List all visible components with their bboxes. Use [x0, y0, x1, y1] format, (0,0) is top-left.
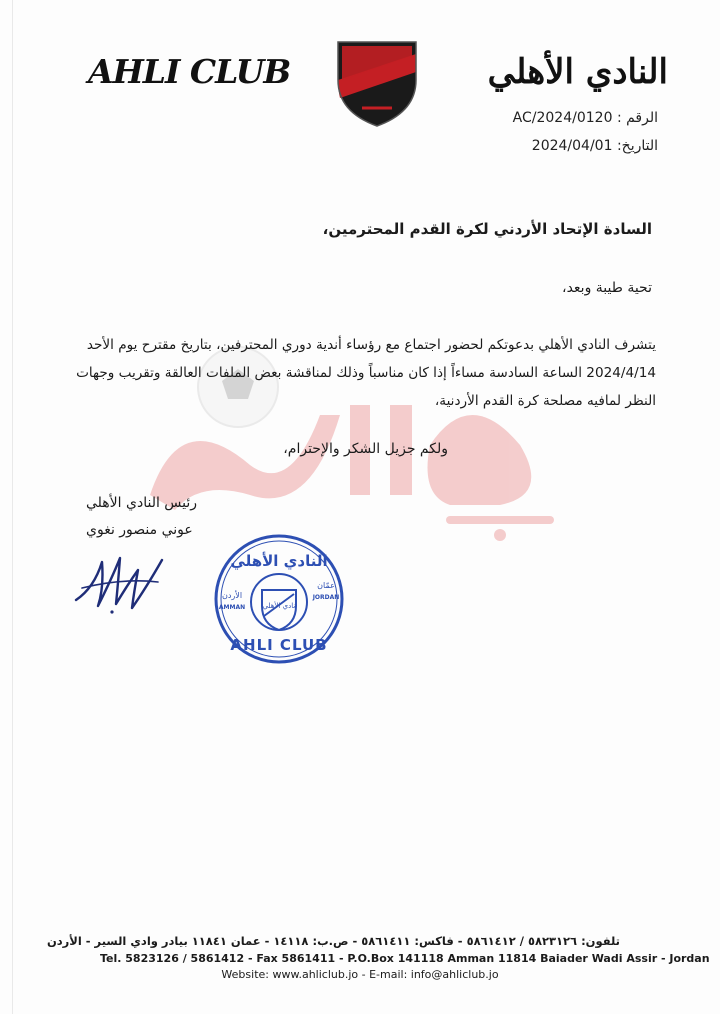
- footer-english-contact: Tel. 5823126 / 5861412 - Fax 5861411 - P.O.Box 141118 Amman 11814 Baiader Wadi Assir - Jordan: [100, 952, 710, 965]
- reference-label: الرقم :: [616, 110, 658, 126]
- signatory-name: عوني منصور نغوي: [86, 522, 193, 538]
- stamp-arabic-top: النادي الأهلي: [230, 552, 328, 570]
- letter-body: [56, 331, 656, 415]
- date-label: التاريخ:: [616, 138, 658, 154]
- reference-number: [513, 110, 658, 126]
- body-line: يتشرف النادي الأهلي بدعوتكم لحضور اجتماع مع رؤساء أندية دوري المحترفين، بتاريخ مقترح يوم الأحد: [86, 337, 656, 353]
- club-crest-icon: [332, 36, 422, 128]
- stamp-right-english: JORDAN: [312, 594, 340, 601]
- stamp-left-arabic: الأردن: [221, 591, 243, 600]
- stamp-english-bottom: AHLI CLUB: [230, 636, 328, 654]
- stamp-left-english: AMMAN: [218, 604, 246, 611]
- greeting-line: تحية طيبة وبعد،: [562, 280, 652, 296]
- paper-edge: [12, 0, 13, 1014]
- club-stamp: [212, 532, 346, 666]
- footer-web-contact: Website: www.ahliclub.jo - E-mail: info@ahliclub.jo: [221, 968, 499, 981]
- footer-arabic-contact: تلفون: ٥٨٢٣١٢٦ / ٥٨٦١٤١٢ - فاكس: ٥٨٦١٤١١ - ص.ب: ١٤١١٨ - عمان ١١٨٤١ بيادر وادي السير - الأردن: [46, 934, 620, 948]
- letter-date: [532, 138, 658, 154]
- closing-line: ولكم جزيل الشكر والإحترام،: [283, 441, 448, 457]
- body-line: النظر لمافيه مصلحة كرة القدم الأردنية،: [434, 393, 656, 409]
- stamp-center-arabic: نادي الأهلي: [262, 602, 296, 610]
- stamp-right-arabic: عمّان: [317, 581, 335, 590]
- brand-name-english: AHLI CLUB: [88, 52, 291, 91]
- letter-footer: [46, 934, 710, 981]
- addressee-line: السادة الإتحاد الأردني لكرة القدم المحترمين،: [322, 220, 652, 238]
- body-line: 2024/4/14 الساعة السادسة مساءاً إذا كان مناسباً وذلك لمناقشة بعض الملفات العالقة وتقريب وجهات: [76, 365, 656, 381]
- signatory-title: رئيس النادي الأهلي: [86, 495, 198, 511]
- reference-value: AC/2024/0120: [512, 110, 613, 126]
- handwritten-signature: [72, 548, 172, 616]
- brand-name-arabic: النادي الأهلي: [487, 52, 668, 92]
- date-value: 2024/04/01: [531, 138, 613, 154]
